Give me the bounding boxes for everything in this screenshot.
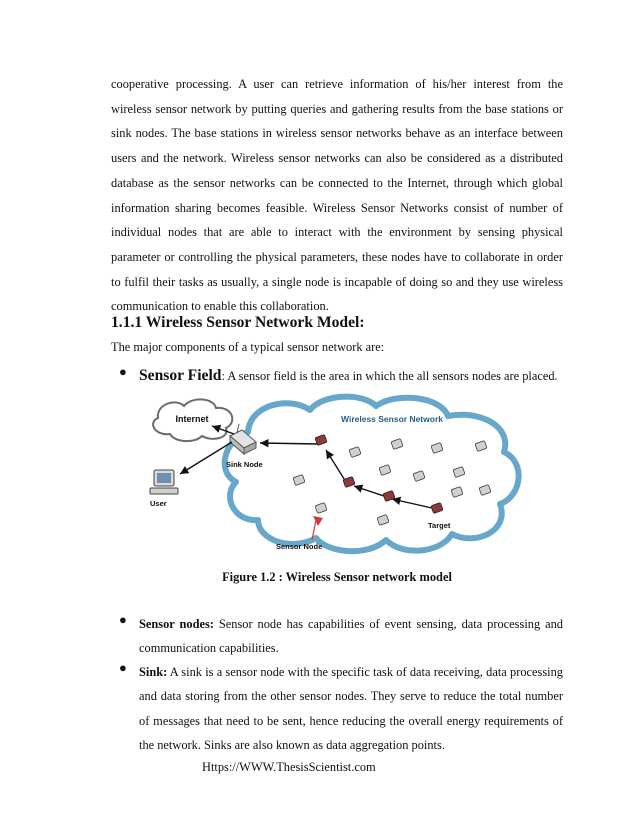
sensor-node-label: Sensor Node — [276, 542, 323, 551]
bullet-desc: Sensor node has capabilities of event sensing, data processing and communication capabilities. — [139, 617, 563, 656]
figure-caption: Figure 1.2 : Wireless Sensor network model — [222, 570, 452, 584]
sink-node-label: Sink Node — [226, 460, 263, 469]
footer-url: Https://WWW.ThesisScientist.com — [202, 760, 376, 774]
bullet-dot: ● — [119, 364, 127, 379]
user-computer-icon — [150, 470, 178, 494]
intro-paragraph: cooperative processing. A user can retrieve information of his/her interest from the wireless sensor network by putting queries and gathering results from the base stations or sink nodes. The base stations in wireless sensor networks behave as an interface between users and the network. Wireless sensor networks can also be considered as a distributed database as the sensor networks can be connected to the Internet, through which global information sharing becomes feasible. Wireless Sensor Networks consist of number of individual nodes that are able to interact with the environment by sensing physical parameter or controlling the physical parameters, these nodes have to collaborate in order to fulfil their tasks as usually, a single node is incapable of doing so and they use wireless communication to enable this collaboration. — [111, 77, 563, 314]
bullet-dot: ● — [119, 660, 127, 675]
wsn-diagram — [140, 392, 525, 560]
bullet-term: Sensor Field — [139, 367, 222, 384]
bullet-text — [139, 612, 563, 661]
bullet-dot: ● — [119, 612, 127, 627]
section-heading: 1.1.1 Wireless Sensor Network Model: — [111, 314, 365, 331]
bullet-text — [139, 660, 563, 757]
bullet-term: Sink: — [139, 665, 168, 679]
internet-label: Internet — [175, 414, 209, 424]
bullet-sensor-field — [111, 364, 563, 388]
bullet-desc: : A sensor field is the area in which the all sensors nodes are placed. — [221, 369, 558, 383]
user-label: User — [150, 499, 167, 508]
bullet-desc: A sink is a sensor node with the specific task of data receiving, data processing and data storing from the other sensor nodes. They serve to reduce the total number of messages that need to be sent, hence reducing the overall energy requirements of the network. Sinks are also known as data aggregation points. — [139, 665, 563, 752]
wsn-label: Wireless Sensor Network — [341, 414, 443, 424]
target-label: Target — [428, 521, 451, 530]
bullet-text — [139, 364, 563, 388]
bullet-sink — [111, 660, 563, 757]
section-intro: The major components of a typical sensor network are: — [111, 340, 385, 354]
arrow-path-1 — [260, 443, 318, 444]
bullet-sensor-nodes — [111, 612, 563, 661]
bullet-term: Sensor nodes: — [139, 617, 214, 631]
